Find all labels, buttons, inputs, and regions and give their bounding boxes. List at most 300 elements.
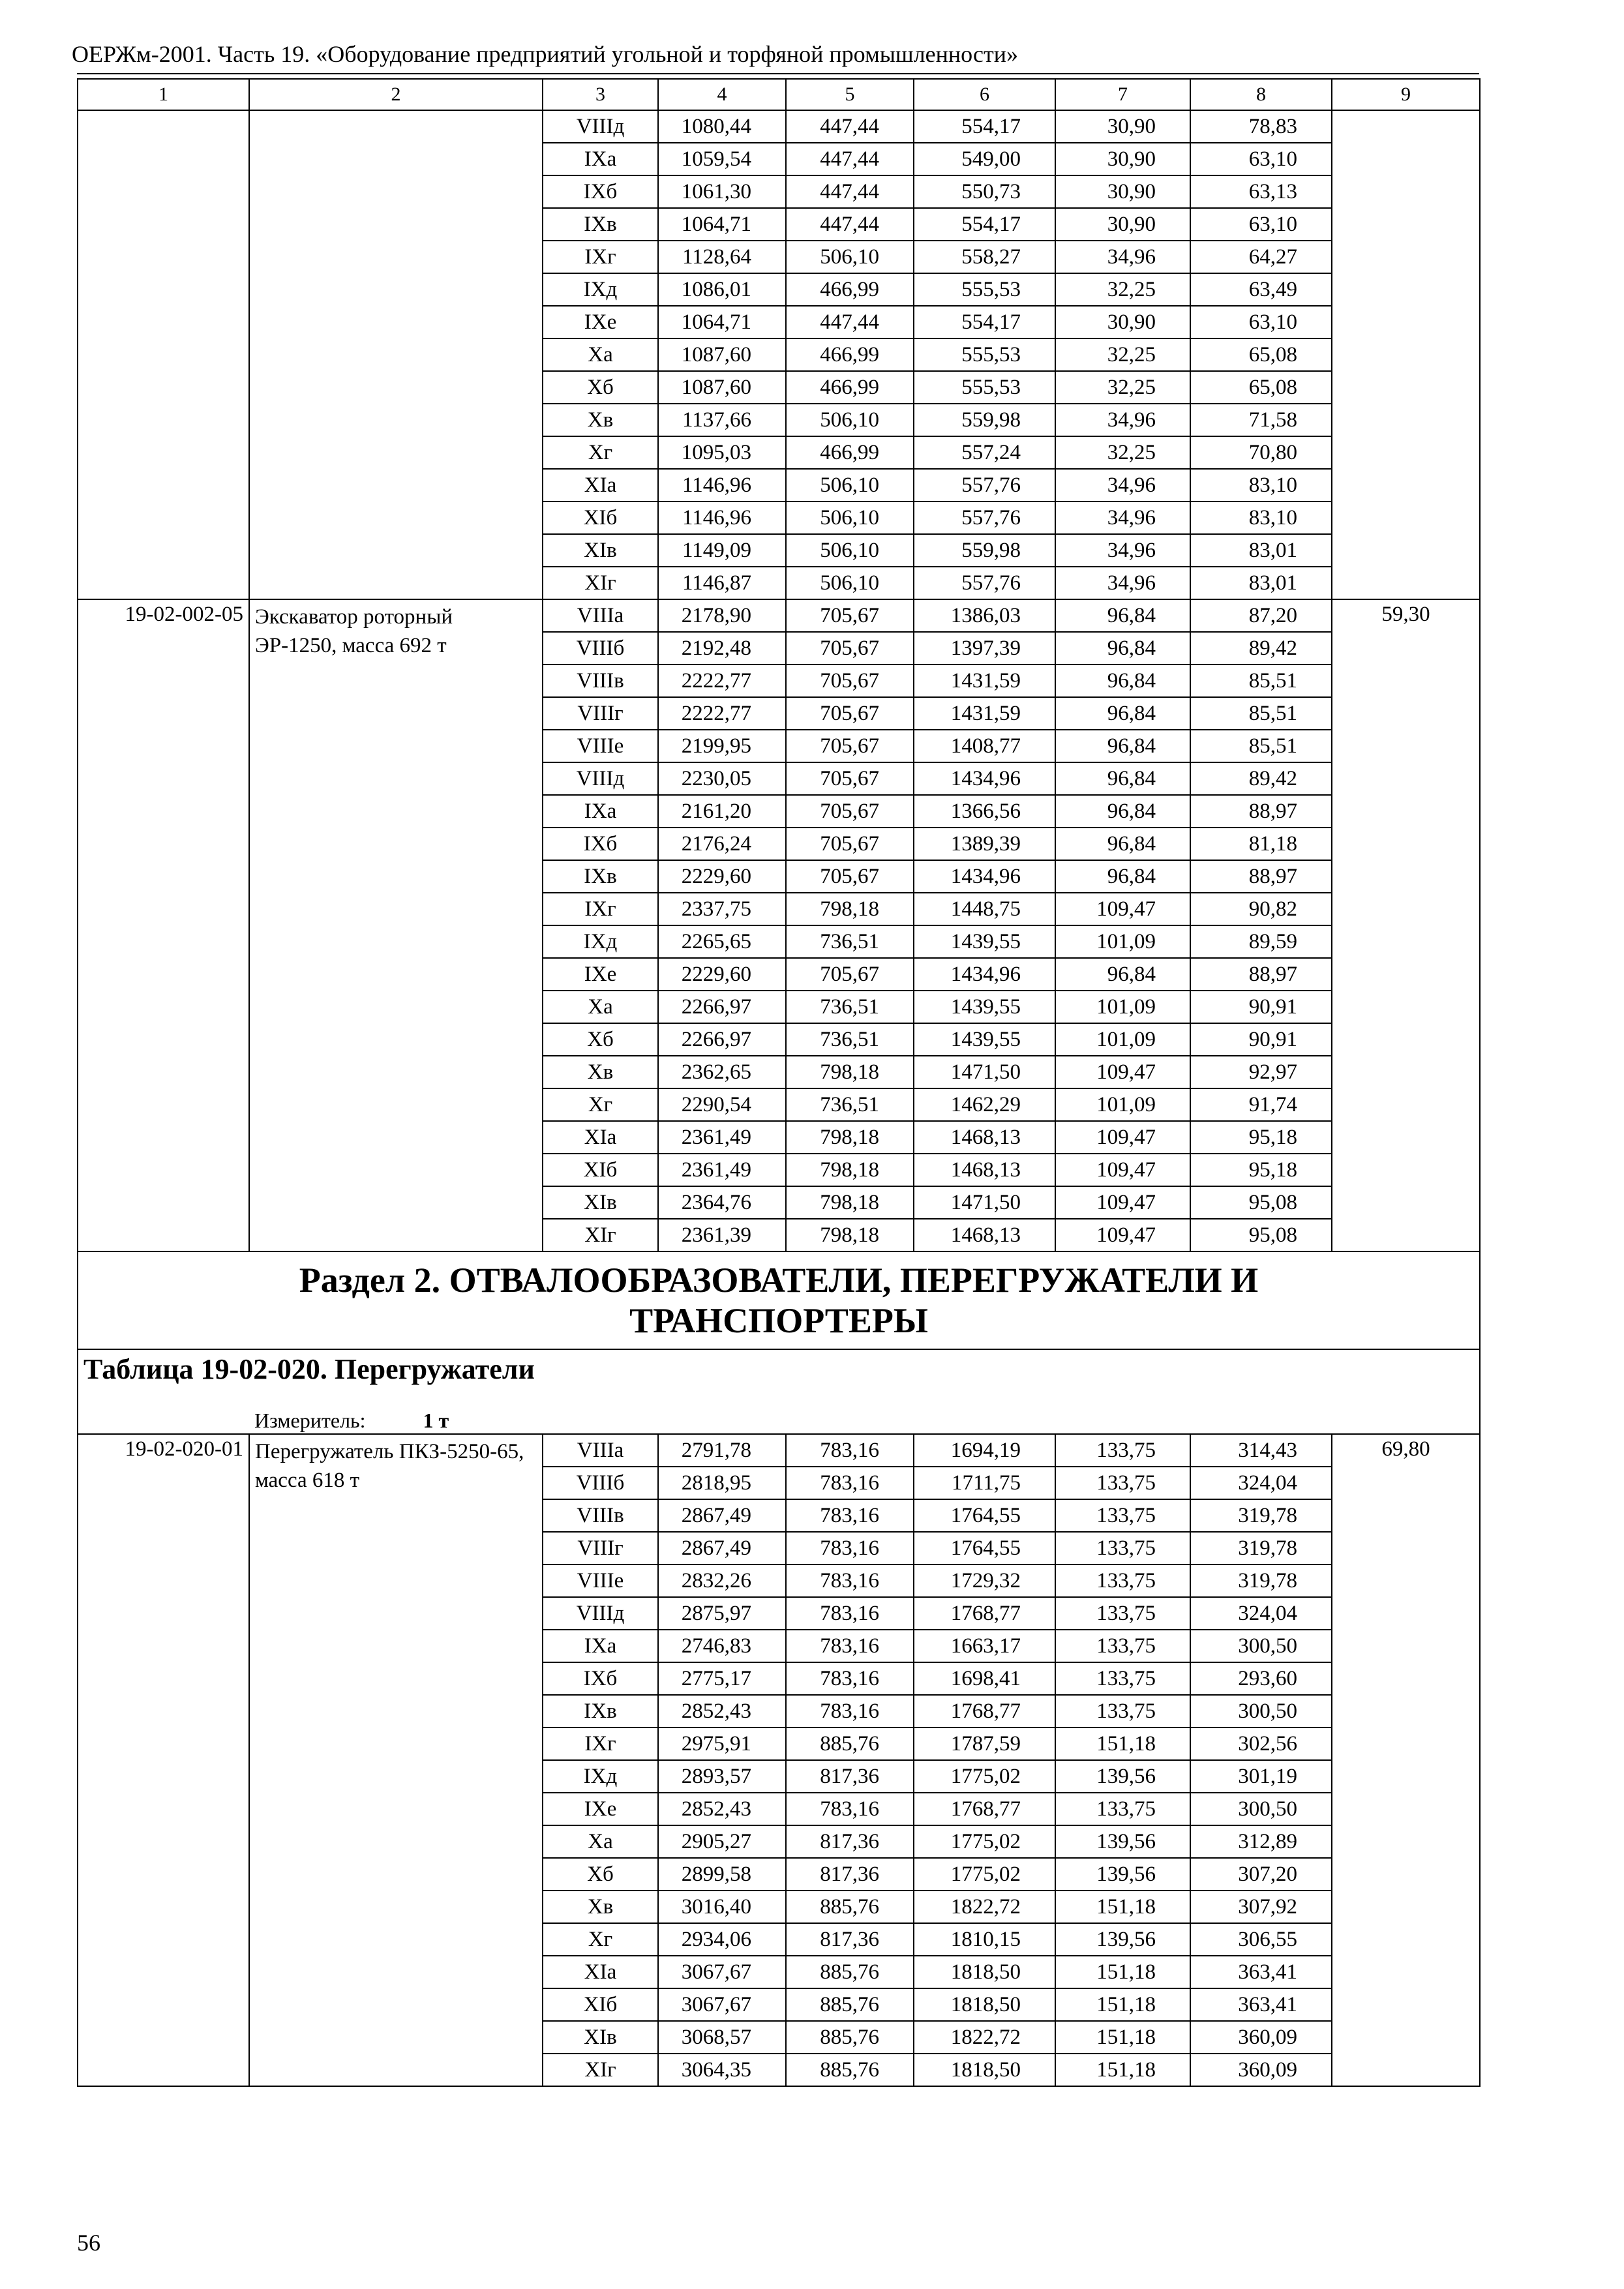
value-cell: 506,10 [786,469,914,501]
column-number-cell: 1 [78,79,249,110]
value-cell: 109,47 [1055,1056,1190,1088]
value-cell: 1434,96 [914,762,1055,795]
value-cell: 2265,65 [658,925,786,958]
value-cell: 1448,75 [914,893,1055,925]
value-cell: 798,18 [786,1056,914,1088]
value-cell: 63,10 [1190,208,1332,241]
value-cell: 3016,40 [658,1891,786,1923]
value-cell: 555,53 [914,371,1055,404]
value-cell: 783,16 [786,1662,914,1695]
value-cell: 65,08 [1190,338,1332,371]
zone-cell: Xг [543,1923,658,1956]
column9-cell [1332,110,1480,599]
column-number-cell: 8 [1190,79,1332,110]
column-number-cell: 6 [914,79,1055,110]
value-cell: 2230,05 [658,762,786,795]
value-cell: 885,76 [786,1728,914,1760]
value-cell: 555,53 [914,273,1055,306]
value-cell: 557,76 [914,567,1055,599]
value-cell: 63,13 [1190,175,1332,208]
value-cell: 96,84 [1055,860,1190,893]
value-cell: 1818,50 [914,1988,1055,2021]
value-cell: 64,27 [1190,241,1332,273]
price-table [77,78,1481,2087]
zone-cell: Xа [543,338,658,371]
section-title: Раздел 2. ОТВАЛООБРАЗОВАТЕЛИ, ПЕРЕГРУЖАТЕЛИ И ТРАНСПОРТЕРЫ [78,1251,1480,1349]
value-cell: 32,25 [1055,273,1190,306]
page-number: 56 [77,2230,100,2256]
value-cell: 2337,75 [658,893,786,925]
section-row [78,1251,1480,1349]
value-cell: 360,09 [1190,2021,1332,2054]
value-cell: 306,55 [1190,1923,1332,1956]
value-cell: 109,47 [1055,893,1190,925]
value-cell: 885,76 [786,2054,914,2086]
zone-cell: IXг [543,893,658,925]
value-cell: 293,60 [1190,1662,1332,1695]
value-cell: 101,09 [1055,1088,1190,1121]
zone-cell: XIг [543,567,658,599]
zone-cell: VIIIд [543,762,658,795]
zone-cell: XIа [543,1956,658,1988]
value-cell: 70,80 [1190,436,1332,469]
value-cell: 1468,13 [914,1219,1055,1251]
value-cell: 1146,87 [658,567,786,599]
value-cell: 466,99 [786,371,914,404]
value-cell: 2229,60 [658,958,786,991]
value-cell: 1468,13 [914,1121,1055,1154]
value-cell: 3067,67 [658,1956,786,1988]
value-cell: 2266,97 [658,991,786,1023]
zone-cell: IXд [543,1760,658,1793]
value-cell: 83,10 [1190,469,1332,501]
value-cell: 85,51 [1190,730,1332,762]
value-cell: 705,67 [786,697,914,730]
value-cell: 30,90 [1055,306,1190,338]
measure-label: Измеритель: [254,1408,366,1432]
value-cell: 1059,54 [658,143,786,175]
value-cell: 1431,59 [914,665,1055,697]
value-cell: 319,78 [1190,1532,1332,1564]
value-cell: 783,16 [786,1695,914,1728]
value-cell: 151,18 [1055,1891,1190,1923]
value-cell: 1086,01 [658,273,786,306]
value-cell: 783,16 [786,1564,914,1597]
value-cell: 3068,57 [658,2021,786,2054]
value-cell: 151,18 [1055,1728,1190,1760]
value-cell: 1431,59 [914,697,1055,730]
value-cell: 34,96 [1055,404,1190,436]
zone-cell: VIIIд [543,1597,658,1630]
value-cell: 558,27 [914,241,1055,273]
zone-cell: XIв [543,534,658,567]
zone-cell: IXб [543,1662,658,1695]
value-cell: 1434,96 [914,860,1055,893]
value-cell: 736,51 [786,1023,914,1056]
value-cell: 705,67 [786,599,914,632]
value-cell: 1768,77 [914,1597,1055,1630]
value-cell: 1080,44 [658,110,786,143]
value-cell: 96,84 [1055,828,1190,860]
zone-cell: IXа [543,143,658,175]
zone-cell: XIв [543,1186,658,1219]
value-cell: 2229,60 [658,860,786,893]
value-cell: 32,25 [1055,436,1190,469]
table-row [78,599,1480,632]
value-cell: 817,36 [786,1923,914,1956]
zone-cell: VIIIе [543,730,658,762]
value-cell: 885,76 [786,1988,914,2021]
value-cell: 2222,77 [658,665,786,697]
header-rule [77,73,1479,74]
zone-cell: VIIIб [543,1467,658,1499]
value-cell: 90,91 [1190,991,1332,1023]
value-cell: 109,47 [1055,1121,1190,1154]
value-cell: 133,75 [1055,1499,1190,1532]
value-cell: 1768,77 [914,1793,1055,1825]
zone-cell: IXв [543,860,658,893]
value-cell: 555,53 [914,338,1055,371]
value-cell: 783,16 [786,1499,914,1532]
zone-cell: XIг [543,1219,658,1251]
value-cell: 319,78 [1190,1564,1332,1597]
zone-cell: Xа [543,991,658,1023]
value-cell: 557,76 [914,469,1055,501]
value-cell: 2178,90 [658,599,786,632]
value-cell: 1775,02 [914,1825,1055,1858]
value-cell: 81,18 [1190,828,1332,860]
value-cell: 2875,97 [658,1597,786,1630]
value-cell: 1468,13 [914,1154,1055,1186]
value-cell: 1462,29 [914,1088,1055,1121]
value-cell: 101,09 [1055,925,1190,958]
code-cell: 19-02-002-05 [78,599,249,1251]
value-cell: 34,96 [1055,241,1190,273]
value-cell: 1146,96 [658,469,786,501]
zone-cell: Xв [543,404,658,436]
value-cell: 133,75 [1055,1662,1190,1695]
value-cell: 363,41 [1190,1988,1332,2021]
value-cell: 133,75 [1055,1564,1190,1597]
value-cell: 91,74 [1190,1088,1332,1121]
value-cell: 34,96 [1055,469,1190,501]
value-cell: 705,67 [786,828,914,860]
value-cell: 88,97 [1190,795,1332,828]
value-cell: 300,50 [1190,1630,1332,1662]
value-cell: 554,17 [914,110,1055,143]
value-cell: 554,17 [914,208,1055,241]
value-cell: 1137,66 [658,404,786,436]
value-cell: 783,16 [786,1597,914,1630]
value-cell: 2975,91 [658,1728,786,1760]
zone-cell: IXб [543,828,658,860]
document-header: ОЕРЖм-2001. Часть 19. «Оборудование предприятий угольной и торфяной промышленности» [72,41,1019,67]
value-cell: 447,44 [786,143,914,175]
value-cell: 885,76 [786,1956,914,1988]
zone-cell: Xг [543,436,658,469]
value-cell: 133,75 [1055,1467,1190,1499]
zone-cell: VIIIг [543,1532,658,1564]
value-cell: 87,20 [1190,599,1332,632]
value-cell: 817,36 [786,1858,914,1891]
value-cell: 96,84 [1055,632,1190,665]
value-cell: 30,90 [1055,110,1190,143]
value-cell: 3064,35 [658,2054,786,2086]
value-cell: 506,10 [786,501,914,534]
value-cell: 2746,83 [658,1630,786,1662]
value-cell: 83,01 [1190,534,1332,567]
value-cell: 314,43 [1190,1434,1332,1467]
value-cell: 2192,48 [658,632,786,665]
value-cell: 506,10 [786,567,914,599]
value-cell: 312,89 [1190,1825,1332,1858]
value-cell: 1439,55 [914,925,1055,958]
value-cell: 109,47 [1055,1186,1190,1219]
value-cell: 1146,96 [658,501,786,534]
value-cell: 447,44 [786,110,914,143]
value-cell: 85,51 [1190,697,1332,730]
value-cell: 736,51 [786,1088,914,1121]
value-cell: 506,10 [786,404,914,436]
zone-cell: VIIIа [543,599,658,632]
value-cell: 1810,15 [914,1923,1055,1956]
value-cell: 1064,71 [658,306,786,338]
zone-cell: XIб [543,1988,658,2021]
value-cell: 2899,58 [658,1858,786,1891]
value-cell: 2290,54 [658,1088,786,1121]
zone-cell: XIа [543,469,658,501]
value-cell: 302,56 [1190,1728,1332,1760]
value-cell: 139,56 [1055,1825,1190,1858]
value-cell: 798,18 [786,893,914,925]
zone-cell: IXб [543,175,658,208]
description-cell [249,110,543,599]
value-cell: 96,84 [1055,762,1190,795]
value-cell: 96,84 [1055,795,1190,828]
value-cell: 324,04 [1190,1597,1332,1630]
value-cell: 139,56 [1055,1760,1190,1793]
value-cell: 90,82 [1190,893,1332,925]
value-cell: 85,51 [1190,665,1332,697]
value-cell: 34,96 [1055,534,1190,567]
description-cell: Перегружатель ПКЗ-5250-65, масса 618 т [249,1434,543,2086]
value-cell: 1439,55 [914,1023,1055,1056]
value-cell: 1434,96 [914,958,1055,991]
value-cell: 2361,49 [658,1154,786,1186]
value-cell: 78,83 [1190,110,1332,143]
value-cell: 96,84 [1055,599,1190,632]
value-cell: 63,10 [1190,306,1332,338]
value-cell: 95,18 [1190,1154,1332,1186]
value-cell: 1471,50 [914,1056,1055,1088]
value-cell: 2852,43 [658,1695,786,1728]
value-cell: 109,47 [1055,1219,1190,1251]
value-cell: 705,67 [786,762,914,795]
value-cell: 466,99 [786,338,914,371]
value-cell: 1386,03 [914,599,1055,632]
value-cell: 549,00 [914,143,1055,175]
value-cell: 817,36 [786,1825,914,1858]
value-cell: 32,25 [1055,371,1190,404]
value-cell: 363,41 [1190,1956,1332,1988]
table-row [78,1434,1480,1467]
column9-cell: 59,30 [1332,599,1480,1251]
zone-cell: XIв [543,2021,658,2054]
value-cell: 817,36 [786,1760,914,1793]
value-cell: 2161,20 [658,795,786,828]
value-cell: 447,44 [786,306,914,338]
value-cell: 30,90 [1055,175,1190,208]
value-cell: 34,96 [1055,567,1190,599]
value-cell: 1087,60 [658,371,786,404]
value-cell: 90,91 [1190,1023,1332,1056]
zone-cell: VIIIе [543,1564,658,1597]
value-cell: 798,18 [786,1219,914,1251]
value-cell: 307,20 [1190,1858,1332,1891]
zone-cell: XIа [543,1121,658,1154]
value-cell: 96,84 [1055,697,1190,730]
value-cell: 301,19 [1190,1760,1332,1793]
value-cell: 466,99 [786,273,914,306]
value-cell: 1818,50 [914,2054,1055,2086]
code-cell [78,110,249,599]
value-cell: 2852,43 [658,1793,786,1825]
value-cell: 1663,17 [914,1630,1055,1662]
value-cell: 554,17 [914,306,1055,338]
value-cell: 95,08 [1190,1186,1332,1219]
value-cell: 96,84 [1055,730,1190,762]
value-cell: 705,67 [786,632,914,665]
value-cell: 2832,26 [658,1564,786,1597]
value-cell: 557,24 [914,436,1055,469]
value-cell: 89,42 [1190,632,1332,665]
value-cell: 1768,77 [914,1695,1055,1728]
value-cell: 1397,39 [914,632,1055,665]
value-cell: 88,97 [1190,958,1332,991]
value-cell: 1711,75 [914,1467,1055,1499]
value-cell: 1471,50 [914,1186,1055,1219]
zone-cell: VIIIг [543,697,658,730]
value-cell: 2867,49 [658,1532,786,1564]
value-cell: 2791,78 [658,1434,786,1467]
value-cell: 1087,60 [658,338,786,371]
value-cell: 466,99 [786,436,914,469]
zone-cell: XIб [543,1154,658,1186]
column-number-row [78,79,1480,110]
zone-cell: Xб [543,1858,658,1891]
value-cell: 2362,65 [658,1056,786,1088]
value-cell: 83,10 [1190,501,1332,534]
value-cell: 783,16 [786,1434,914,1467]
value-cell: 1775,02 [914,1858,1055,1891]
value-cell: 133,75 [1055,1597,1190,1630]
value-cell: 1439,55 [914,991,1055,1023]
value-cell: 71,58 [1190,404,1332,436]
zone-cell: Xв [543,1891,658,1923]
code-cell: 19-02-020-01 [78,1434,249,2086]
value-cell: 1694,19 [914,1434,1055,1467]
value-cell: 88,97 [1190,860,1332,893]
value-cell: 2361,49 [658,1121,786,1154]
value-cell: 705,67 [786,860,914,893]
value-cell: 95,08 [1190,1219,1332,1251]
value-cell: 705,67 [786,958,914,991]
value-cell: 151,18 [1055,1956,1190,1988]
value-cell: 1764,55 [914,1499,1055,1532]
column-number-cell: 9 [1332,79,1480,110]
zone-cell: IXв [543,208,658,241]
value-cell: 360,09 [1190,2054,1332,2086]
zone-cell: VIIIв [543,665,658,697]
column-number-cell: 3 [543,79,658,110]
value-cell: 319,78 [1190,1499,1332,1532]
measure-unit: 1 т [423,1408,449,1432]
zone-cell: XIг [543,2054,658,2086]
value-cell: 557,76 [914,501,1055,534]
value-cell: 1366,56 [914,795,1055,828]
value-cell: 2266,97 [658,1023,786,1056]
value-cell: 559,98 [914,534,1055,567]
zone-cell: Xб [543,1023,658,1056]
value-cell: 151,18 [1055,2054,1190,2086]
value-cell: 1775,02 [914,1760,1055,1793]
value-cell: 34,96 [1055,501,1190,534]
value-cell: 300,50 [1190,1695,1332,1728]
value-cell: 96,84 [1055,958,1190,991]
value-cell: 736,51 [786,925,914,958]
value-cell: 506,10 [786,241,914,273]
value-cell: 139,56 [1055,1923,1190,1956]
zone-cell: Xв [543,1056,658,1088]
value-cell: 151,18 [1055,1988,1190,2021]
value-cell: 300,50 [1190,1793,1332,1825]
value-cell: 92,97 [1190,1056,1332,1088]
value-cell: 1822,72 [914,1891,1055,1923]
zone-cell: IXг [543,1728,658,1760]
zone-cell: VIIIб [543,632,658,665]
value-cell: 1698,41 [914,1662,1055,1695]
column-number-cell: 5 [786,79,914,110]
value-cell: 2867,49 [658,1499,786,1532]
value-cell: 2199,95 [658,730,786,762]
value-cell: 109,47 [1055,1154,1190,1186]
value-cell: 736,51 [786,991,914,1023]
value-cell: 1822,72 [914,2021,1055,2054]
value-cell: 783,16 [786,1467,914,1499]
value-cell: 101,09 [1055,991,1190,1023]
zone-cell: IXд [543,925,658,958]
value-cell: 447,44 [786,175,914,208]
value-cell: 2934,06 [658,1923,786,1956]
measure-cell [78,1407,1480,1434]
value-cell: 30,90 [1055,208,1190,241]
value-cell: 798,18 [786,1121,914,1154]
zone-cell: IXв [543,1695,658,1728]
value-cell: 96,84 [1055,665,1190,697]
value-cell: 705,67 [786,665,914,697]
value-cell: 798,18 [786,1154,914,1186]
value-cell: 133,75 [1055,1630,1190,1662]
table-row [78,110,1480,143]
value-cell: 2176,24 [658,828,786,860]
zone-cell: IXа [543,795,658,828]
value-cell: 2222,77 [658,697,786,730]
value-cell: 89,42 [1190,762,1332,795]
measure-row [78,1407,1480,1434]
value-cell: 2775,17 [658,1662,786,1695]
column-number-cell: 4 [658,79,786,110]
zone-cell: IXг [543,241,658,273]
